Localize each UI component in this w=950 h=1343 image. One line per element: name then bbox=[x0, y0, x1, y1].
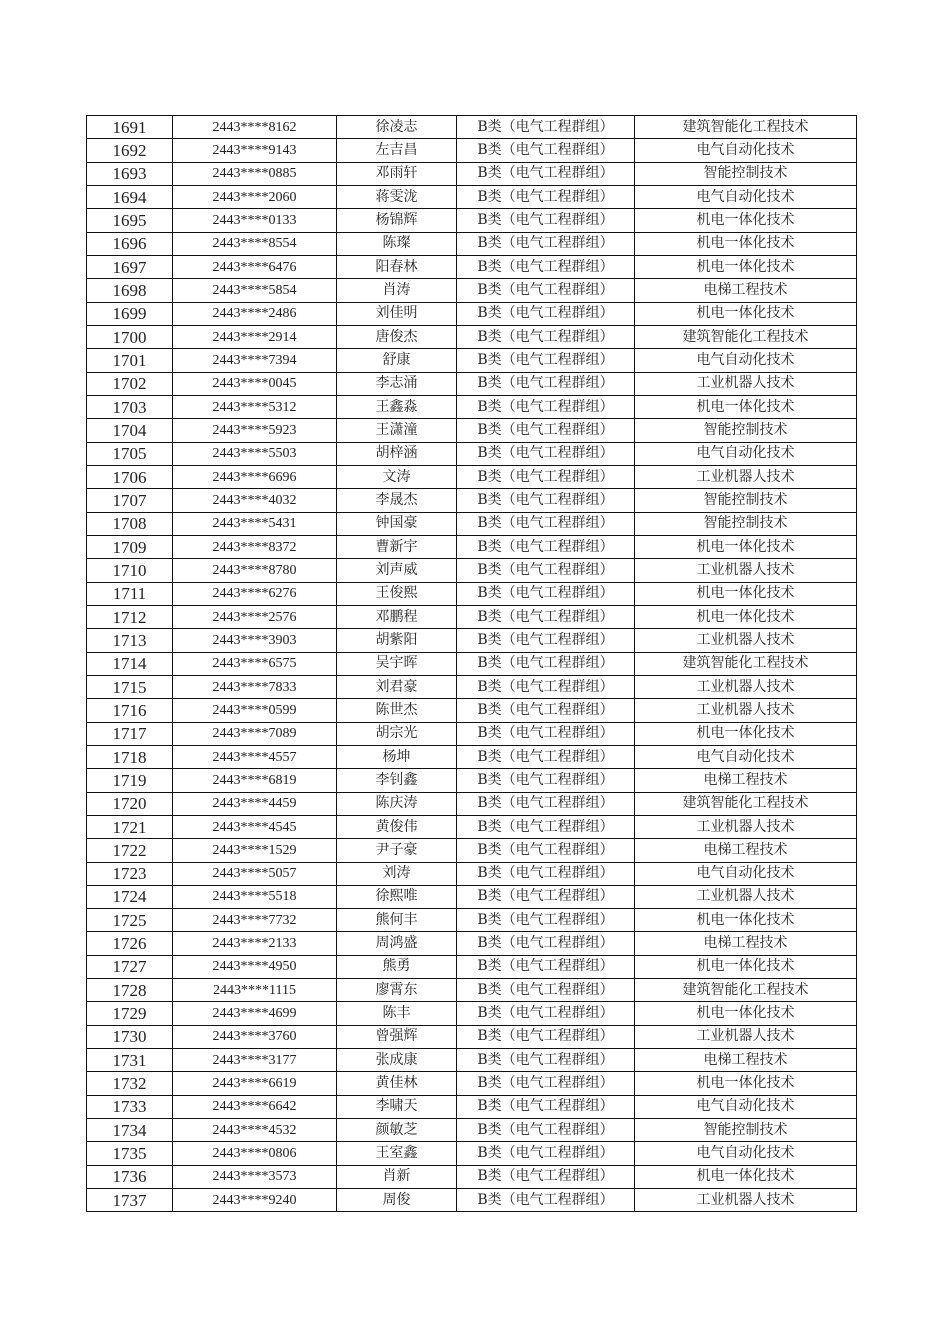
serial-number-cell: 1704 bbox=[87, 419, 173, 442]
serial-number-cell: 1701 bbox=[87, 349, 173, 372]
serial-number-cell: 1710 bbox=[87, 559, 173, 582]
student-name-cell: 胡梓涵 bbox=[337, 442, 457, 465]
student-name-cell: 周鸿盛 bbox=[337, 932, 457, 955]
serial-number-cell: 1734 bbox=[87, 1119, 173, 1142]
major-cell: 智能控制技术 bbox=[635, 512, 857, 535]
major-cell: 智能控制技术 bbox=[635, 1119, 857, 1142]
table-row bbox=[87, 349, 857, 372]
student-name-cell: 熊勇 bbox=[337, 955, 457, 978]
exam-id-cell: 2443****0806 bbox=[173, 1142, 337, 1165]
student-name-cell: 肖新 bbox=[337, 1165, 457, 1188]
serial-number-cell: 1722 bbox=[87, 839, 173, 862]
major-cell: 电气自动化技术 bbox=[635, 442, 857, 465]
serial-number-cell: 1729 bbox=[87, 1002, 173, 1025]
exam-id-cell: 2443****3573 bbox=[173, 1165, 337, 1188]
major-cell: 电气自动化技术 bbox=[635, 1142, 857, 1165]
student-name-cell: 曾强辉 bbox=[337, 1025, 457, 1048]
category-cell: B类（电气工程群组） bbox=[457, 139, 635, 162]
exam-id-cell: 2443****6575 bbox=[173, 652, 337, 675]
serial-number-cell: 1694 bbox=[87, 185, 173, 208]
category-cell: B类（电气工程群组） bbox=[457, 489, 635, 512]
student-name-cell: 王俊熙 bbox=[337, 582, 457, 605]
category-cell: B类（电气工程群组） bbox=[457, 395, 635, 418]
exam-id-cell: 2443****7833 bbox=[173, 675, 337, 698]
serial-number-cell: 1732 bbox=[87, 1072, 173, 1095]
exam-id-cell: 2443****3903 bbox=[173, 629, 337, 652]
serial-number-cell: 1693 bbox=[87, 162, 173, 185]
student-name-cell: 文涛 bbox=[337, 465, 457, 488]
category-cell: B类（电气工程群组） bbox=[457, 372, 635, 395]
student-name-cell: 曹新宇 bbox=[337, 535, 457, 558]
major-cell: 机电一体化技术 bbox=[635, 605, 857, 628]
major-cell: 工业机器人技术 bbox=[635, 699, 857, 722]
student-name-cell: 李啸天 bbox=[337, 1095, 457, 1118]
student-name-cell: 蒋雯泷 bbox=[337, 185, 457, 208]
category-cell: B类（电气工程群组） bbox=[457, 325, 635, 348]
exam-id-cell: 2443****8554 bbox=[173, 232, 337, 255]
student-name-cell: 刘君豪 bbox=[337, 675, 457, 698]
table-row bbox=[87, 699, 857, 722]
major-cell: 智能控制技术 bbox=[635, 489, 857, 512]
major-cell: 工业机器人技术 bbox=[635, 559, 857, 582]
table-row bbox=[87, 862, 857, 885]
table-row bbox=[87, 722, 857, 745]
major-cell: 机电一体化技术 bbox=[635, 909, 857, 932]
exam-id-cell: 2443****1115 bbox=[173, 979, 337, 1002]
major-cell: 智能控制技术 bbox=[635, 162, 857, 185]
student-name-cell: 李志涌 bbox=[337, 372, 457, 395]
serial-number-cell: 1707 bbox=[87, 489, 173, 512]
category-cell: B类（电气工程群组） bbox=[457, 209, 635, 232]
serial-number-cell: 1698 bbox=[87, 279, 173, 302]
exam-id-cell: 2443****2914 bbox=[173, 325, 337, 348]
student-name-cell: 杨坤 bbox=[337, 745, 457, 768]
exam-id-cell: 2443****6819 bbox=[173, 769, 337, 792]
table-row bbox=[87, 232, 857, 255]
exam-id-cell: 2443****4557 bbox=[173, 745, 337, 768]
table-row bbox=[87, 116, 857, 139]
exam-id-cell: 2443****3177 bbox=[173, 1049, 337, 1072]
exam-id-cell: 2443****2576 bbox=[173, 605, 337, 628]
exam-id-cell: 2443****8780 bbox=[173, 559, 337, 582]
student-name-cell: 唐俊杰 bbox=[337, 325, 457, 348]
table-row bbox=[87, 395, 857, 418]
category-cell: B类（电气工程群组） bbox=[457, 769, 635, 792]
serial-number-cell: 1708 bbox=[87, 512, 173, 535]
table-row bbox=[87, 815, 857, 838]
category-cell: B类（电气工程群组） bbox=[457, 442, 635, 465]
category-cell: B类（电气工程群组） bbox=[457, 675, 635, 698]
student-name-cell: 刘涛 bbox=[337, 862, 457, 885]
major-cell: 工业机器人技术 bbox=[635, 629, 857, 652]
major-cell: 建筑智能化工程技术 bbox=[635, 979, 857, 1002]
serial-number-cell: 1730 bbox=[87, 1025, 173, 1048]
table-row bbox=[87, 419, 857, 442]
major-cell: 机电一体化技术 bbox=[635, 255, 857, 278]
exam-id-cell: 2443****6696 bbox=[173, 465, 337, 488]
table-row bbox=[87, 932, 857, 955]
table-row bbox=[87, 1002, 857, 1025]
exam-id-cell: 2443****5431 bbox=[173, 512, 337, 535]
table-row bbox=[87, 955, 857, 978]
serial-number-cell: 1717 bbox=[87, 722, 173, 745]
serial-number-cell: 1718 bbox=[87, 745, 173, 768]
category-cell: B类（电气工程群组） bbox=[457, 1119, 635, 1142]
major-cell: 机电一体化技术 bbox=[635, 395, 857, 418]
category-cell: B类（电气工程群组） bbox=[457, 1002, 635, 1025]
table-row bbox=[87, 535, 857, 558]
major-cell: 建筑智能化工程技术 bbox=[635, 652, 857, 675]
major-cell: 工业机器人技术 bbox=[635, 815, 857, 838]
major-cell: 建筑智能化工程技术 bbox=[635, 325, 857, 348]
major-cell: 机电一体化技术 bbox=[635, 1002, 857, 1025]
exam-id-cell: 2443****5312 bbox=[173, 395, 337, 418]
student-name-cell: 黄俊伟 bbox=[337, 815, 457, 838]
serial-number-cell: 1720 bbox=[87, 792, 173, 815]
major-cell: 机电一体化技术 bbox=[635, 302, 857, 325]
major-cell: 机电一体化技术 bbox=[635, 232, 857, 255]
exam-id-cell: 2443****7732 bbox=[173, 909, 337, 932]
table-row bbox=[87, 839, 857, 862]
major-cell: 工业机器人技术 bbox=[635, 885, 857, 908]
exam-id-cell: 2443****4532 bbox=[173, 1119, 337, 1142]
category-cell: B类（电气工程群组） bbox=[457, 419, 635, 442]
major-cell: 电气自动化技术 bbox=[635, 1095, 857, 1118]
student-name-cell: 张成康 bbox=[337, 1049, 457, 1072]
table-row bbox=[87, 1142, 857, 1165]
student-name-cell: 胡宗光 bbox=[337, 722, 457, 745]
roster-table bbox=[86, 115, 857, 1212]
category-cell: B类（电气工程群组） bbox=[457, 349, 635, 372]
serial-number-cell: 1705 bbox=[87, 442, 173, 465]
student-name-cell: 颜敏芝 bbox=[337, 1119, 457, 1142]
student-name-cell: 邓鹏程 bbox=[337, 605, 457, 628]
major-cell: 电气自动化技术 bbox=[635, 745, 857, 768]
major-cell: 工业机器人技术 bbox=[635, 1189, 857, 1212]
student-name-cell: 胡紫阳 bbox=[337, 629, 457, 652]
table-row bbox=[87, 185, 857, 208]
student-name-cell: 王室鑫 bbox=[337, 1142, 457, 1165]
table-row bbox=[87, 1049, 857, 1072]
serial-number-cell: 1726 bbox=[87, 932, 173, 955]
student-name-cell: 刘声威 bbox=[337, 559, 457, 582]
exam-id-cell: 2443****6619 bbox=[173, 1072, 337, 1095]
category-cell: B类（电气工程群组） bbox=[457, 1165, 635, 1188]
major-cell: 电气自动化技术 bbox=[635, 862, 857, 885]
category-cell: B类（电气工程群组） bbox=[457, 232, 635, 255]
student-name-cell: 尹子豪 bbox=[337, 839, 457, 862]
student-name-cell: 李钊鑫 bbox=[337, 769, 457, 792]
serial-number-cell: 1700 bbox=[87, 325, 173, 348]
category-cell: B类（电气工程群组） bbox=[457, 605, 635, 628]
serial-number-cell: 1728 bbox=[87, 979, 173, 1002]
table-row bbox=[87, 1072, 857, 1095]
table-row bbox=[87, 162, 857, 185]
student-name-cell: 钟国豪 bbox=[337, 512, 457, 535]
serial-number-cell: 1724 bbox=[87, 885, 173, 908]
exam-id-cell: 2443****8372 bbox=[173, 535, 337, 558]
major-cell: 工业机器人技术 bbox=[635, 1025, 857, 1048]
serial-number-cell: 1721 bbox=[87, 815, 173, 838]
table-row bbox=[87, 302, 857, 325]
category-cell: B类（电气工程群组） bbox=[457, 559, 635, 582]
category-cell: B类（电气工程群组） bbox=[457, 302, 635, 325]
student-name-cell: 刘佳明 bbox=[337, 302, 457, 325]
category-cell: B类（电气工程群组） bbox=[457, 1025, 635, 1048]
table-row bbox=[87, 1165, 857, 1188]
serial-number-cell: 1719 bbox=[87, 769, 173, 792]
table-row bbox=[87, 442, 857, 465]
category-cell: B类（电气工程群组） bbox=[457, 582, 635, 605]
serial-number-cell: 1699 bbox=[87, 302, 173, 325]
table-row bbox=[87, 629, 857, 652]
table-row bbox=[87, 652, 857, 675]
student-name-cell: 陈世杰 bbox=[337, 699, 457, 722]
exam-id-cell: 2443****0045 bbox=[173, 372, 337, 395]
exam-id-cell: 2443****8162 bbox=[173, 116, 337, 139]
exam-id-cell: 2443****9240 bbox=[173, 1189, 337, 1212]
student-name-cell: 廖霄东 bbox=[337, 979, 457, 1002]
serial-number-cell: 1736 bbox=[87, 1165, 173, 1188]
student-name-cell: 舒康 bbox=[337, 349, 457, 372]
table-row bbox=[87, 465, 857, 488]
category-cell: B类（电气工程群组） bbox=[457, 909, 635, 932]
roster-table-body bbox=[87, 116, 857, 1212]
serial-number-cell: 1709 bbox=[87, 535, 173, 558]
serial-number-cell: 1737 bbox=[87, 1189, 173, 1212]
student-name-cell: 阳春林 bbox=[337, 255, 457, 278]
serial-number-cell: 1713 bbox=[87, 629, 173, 652]
exam-id-cell: 2443****5518 bbox=[173, 885, 337, 908]
category-cell: B类（电气工程群组） bbox=[457, 722, 635, 745]
serial-number-cell: 1715 bbox=[87, 675, 173, 698]
serial-number-cell: 1716 bbox=[87, 699, 173, 722]
category-cell: B类（电气工程群组） bbox=[457, 885, 635, 908]
student-name-cell: 徐凌志 bbox=[337, 116, 457, 139]
category-cell: B类（电气工程群组） bbox=[457, 1072, 635, 1095]
serial-number-cell: 1725 bbox=[87, 909, 173, 932]
table-row bbox=[87, 1095, 857, 1118]
serial-number-cell: 1695 bbox=[87, 209, 173, 232]
exam-id-cell: 2443****9143 bbox=[173, 139, 337, 162]
category-cell: B类（电气工程群组） bbox=[457, 1189, 635, 1212]
category-cell: B类（电气工程群组） bbox=[457, 279, 635, 302]
major-cell: 建筑智能化工程技术 bbox=[635, 792, 857, 815]
serial-number-cell: 1702 bbox=[87, 372, 173, 395]
category-cell: B类（电气工程群组） bbox=[457, 652, 635, 675]
serial-number-cell: 1727 bbox=[87, 955, 173, 978]
exam-id-cell: 2443****3760 bbox=[173, 1025, 337, 1048]
major-cell: 工业机器人技术 bbox=[635, 675, 857, 698]
exam-id-cell: 2443****2133 bbox=[173, 932, 337, 955]
category-cell: B类（电气工程群组） bbox=[457, 185, 635, 208]
table-row bbox=[87, 139, 857, 162]
category-cell: B类（电气工程群组） bbox=[457, 255, 635, 278]
category-cell: B类（电气工程群组） bbox=[457, 162, 635, 185]
category-cell: B类（电气工程群组） bbox=[457, 699, 635, 722]
student-name-cell: 周俊 bbox=[337, 1189, 457, 1212]
serial-number-cell: 1714 bbox=[87, 652, 173, 675]
major-cell: 机电一体化技术 bbox=[635, 209, 857, 232]
table-row bbox=[87, 745, 857, 768]
serial-number-cell: 1696 bbox=[87, 232, 173, 255]
serial-number-cell: 1735 bbox=[87, 1142, 173, 1165]
major-cell: 机电一体化技术 bbox=[635, 955, 857, 978]
major-cell: 电气自动化技术 bbox=[635, 139, 857, 162]
major-cell: 电梯工程技术 bbox=[635, 279, 857, 302]
student-name-cell: 黄佳林 bbox=[337, 1072, 457, 1095]
table-row bbox=[87, 512, 857, 535]
exam-id-cell: 2443****4950 bbox=[173, 955, 337, 978]
table-row bbox=[87, 372, 857, 395]
exam-id-cell: 2443****1529 bbox=[173, 839, 337, 862]
category-cell: B类（电气工程群组） bbox=[457, 792, 635, 815]
category-cell: B类（电气工程群组） bbox=[457, 745, 635, 768]
student-name-cell: 左吉昌 bbox=[337, 139, 457, 162]
major-cell: 电梯工程技术 bbox=[635, 839, 857, 862]
major-cell: 机电一体化技术 bbox=[635, 1072, 857, 1095]
category-cell: B类（电气工程群组） bbox=[457, 465, 635, 488]
table-row bbox=[87, 885, 857, 908]
exam-id-cell: 2443****7394 bbox=[173, 349, 337, 372]
student-name-cell: 徐熙唯 bbox=[337, 885, 457, 908]
exam-id-cell: 2443****2486 bbox=[173, 302, 337, 325]
table-row bbox=[87, 909, 857, 932]
category-cell: B类（电气工程群组） bbox=[457, 629, 635, 652]
exam-id-cell: 2443****7089 bbox=[173, 722, 337, 745]
major-cell: 机电一体化技术 bbox=[635, 722, 857, 745]
table-row bbox=[87, 769, 857, 792]
exam-id-cell: 2443****6476 bbox=[173, 255, 337, 278]
student-name-cell: 王鑫淼 bbox=[337, 395, 457, 418]
exam-id-cell: 2443****2060 bbox=[173, 185, 337, 208]
table-row bbox=[87, 582, 857, 605]
table-row bbox=[87, 605, 857, 628]
major-cell: 建筑智能化工程技术 bbox=[635, 116, 857, 139]
exam-id-cell: 2443****6642 bbox=[173, 1095, 337, 1118]
exam-id-cell: 2443****4699 bbox=[173, 1002, 337, 1025]
major-cell: 机电一体化技术 bbox=[635, 1165, 857, 1188]
exam-id-cell: 2443****0599 bbox=[173, 699, 337, 722]
major-cell: 机电一体化技术 bbox=[635, 582, 857, 605]
serial-number-cell: 1711 bbox=[87, 582, 173, 605]
table-row bbox=[87, 979, 857, 1002]
serial-number-cell: 1733 bbox=[87, 1095, 173, 1118]
table-row bbox=[87, 675, 857, 698]
exam-id-cell: 2443****6276 bbox=[173, 582, 337, 605]
table-row bbox=[87, 489, 857, 512]
student-name-cell: 陈丰 bbox=[337, 1002, 457, 1025]
major-cell: 工业机器人技术 bbox=[635, 372, 857, 395]
exam-id-cell: 2443****5923 bbox=[173, 419, 337, 442]
serial-number-cell: 1712 bbox=[87, 605, 173, 628]
student-name-cell: 杨锦辉 bbox=[337, 209, 457, 232]
student-name-cell: 肖涛 bbox=[337, 279, 457, 302]
student-name-cell: 陈庆涛 bbox=[337, 792, 457, 815]
serial-number-cell: 1691 bbox=[87, 116, 173, 139]
student-name-cell: 李晟杰 bbox=[337, 489, 457, 512]
exam-id-cell: 2443****5503 bbox=[173, 442, 337, 465]
table-row bbox=[87, 559, 857, 582]
major-cell: 电梯工程技术 bbox=[635, 1049, 857, 1072]
category-cell: B类（电气工程群组） bbox=[457, 979, 635, 1002]
table-row bbox=[87, 1119, 857, 1142]
serial-number-cell: 1731 bbox=[87, 1049, 173, 1072]
serial-number-cell: 1697 bbox=[87, 255, 173, 278]
major-cell: 电气自动化技术 bbox=[635, 185, 857, 208]
category-cell: B类（电气工程群组） bbox=[457, 839, 635, 862]
category-cell: B类（电气工程群组） bbox=[457, 535, 635, 558]
table-row bbox=[87, 792, 857, 815]
table-row bbox=[87, 255, 857, 278]
category-cell: B类（电气工程群组） bbox=[457, 1095, 635, 1118]
table-row bbox=[87, 279, 857, 302]
exam-id-cell: 2443****4545 bbox=[173, 815, 337, 838]
major-cell: 机电一体化技术 bbox=[635, 535, 857, 558]
serial-number-cell: 1692 bbox=[87, 139, 173, 162]
exam-id-cell: 2443****0885 bbox=[173, 162, 337, 185]
category-cell: B类（电气工程群组） bbox=[457, 116, 635, 139]
major-cell: 工业机器人技术 bbox=[635, 465, 857, 488]
exam-id-cell: 2443****5854 bbox=[173, 279, 337, 302]
category-cell: B类（电气工程群组） bbox=[457, 862, 635, 885]
serial-number-cell: 1723 bbox=[87, 862, 173, 885]
table-row bbox=[87, 325, 857, 348]
category-cell: B类（电气工程群组） bbox=[457, 932, 635, 955]
major-cell: 智能控制技术 bbox=[635, 419, 857, 442]
category-cell: B类（电气工程群组） bbox=[457, 815, 635, 838]
student-name-cell: 邓雨轩 bbox=[337, 162, 457, 185]
table-row bbox=[87, 1025, 857, 1048]
exam-id-cell: 2443****0133 bbox=[173, 209, 337, 232]
table-row bbox=[87, 209, 857, 232]
table-row bbox=[87, 1189, 857, 1212]
student-name-cell: 王潇潼 bbox=[337, 419, 457, 442]
student-name-cell: 熊何丰 bbox=[337, 909, 457, 932]
exam-id-cell: 2443****5057 bbox=[173, 862, 337, 885]
category-cell: B类（电气工程群组） bbox=[457, 1142, 635, 1165]
category-cell: B类（电气工程群组） bbox=[457, 1049, 635, 1072]
student-name-cell: 陈璨 bbox=[337, 232, 457, 255]
student-name-cell: 吴宇晖 bbox=[337, 652, 457, 675]
category-cell: B类（电气工程群组） bbox=[457, 955, 635, 978]
category-cell: B类（电气工程群组） bbox=[457, 512, 635, 535]
exam-id-cell: 2443****4459 bbox=[173, 792, 337, 815]
major-cell: 电梯工程技术 bbox=[635, 769, 857, 792]
major-cell: 电气自动化技术 bbox=[635, 349, 857, 372]
exam-id-cell: 2443****4032 bbox=[173, 489, 337, 512]
serial-number-cell: 1703 bbox=[87, 395, 173, 418]
major-cell: 电梯工程技术 bbox=[635, 932, 857, 955]
serial-number-cell: 1706 bbox=[87, 465, 173, 488]
